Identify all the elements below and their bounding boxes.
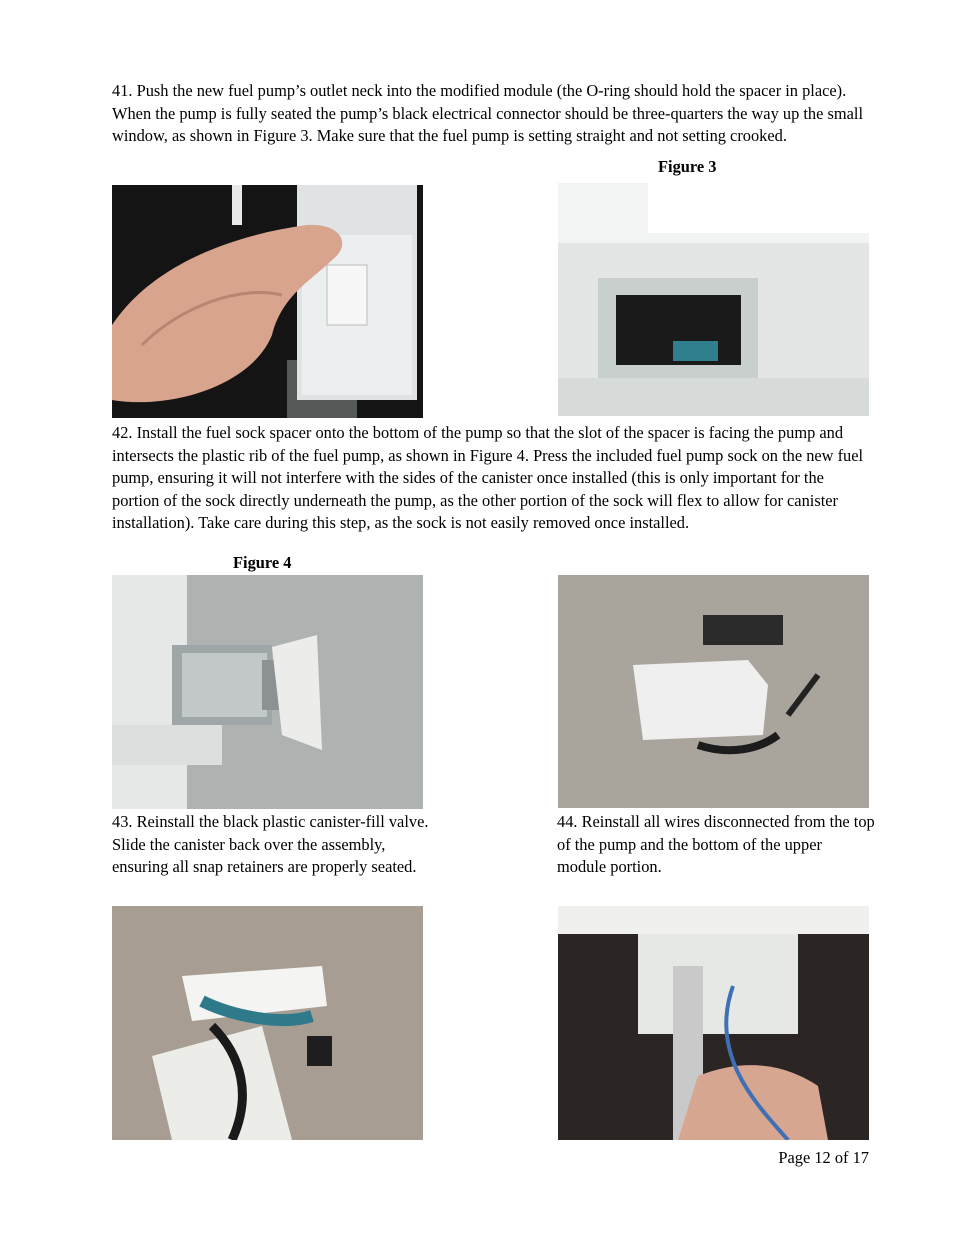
step-42-text: 42. Install the fuel sock spacer onto the bottom of the pump so that the slot of the spacer is facing the pump and intersects the plastic rib of the fuel pump, as shown in Figure 4. Press the included fuel pump sock on the new fuel pump, ensuring it will not interfere with the sides of the canister once installed (this is only important for the portion of the sock directly underneath the pump, as the other portion of the sock will flex to allow for canister installation). Take care during this step, as the sock is not easily removed once installed. (112, 423, 864, 533)
photo-pump-with-spacer-figure-4 (112, 575, 423, 809)
page-number: Page 12 of 17 (778, 1148, 869, 1167)
figure-4-label: Figure 4 (233, 553, 292, 572)
photo-canister-fill-valve (112, 906, 423, 1140)
step-44-text: 44. Reinstall all wires disconnected from the top of the pump and the bottom of the upper module portion. (557, 812, 875, 877)
photo-pump-window-figure-3 (558, 183, 869, 416)
figure-3-label: Figure 3 (658, 157, 717, 176)
photo-hand-inserting-pump (112, 185, 423, 418)
photo-fuel-sock-installed (558, 575, 869, 808)
step-43-text: 43. Reinstall the black plastic canister-fill valve. Slide the canister back over the assembly, ensuring all snap retainers are properly seated. (112, 812, 429, 877)
step-41-text: 41. Push the new fuel pump’s outlet neck into the modified module (the O-ring should hold the spacer in place). When the pump is fully seated the pump’s black electrical connector should be three-quarters the way up the small window, as shown in Figure 3. Make sure that the fuel pump is setting straight and not setting crooked. (112, 81, 863, 146)
photo-reinstall-wires (558, 906, 869, 1140)
